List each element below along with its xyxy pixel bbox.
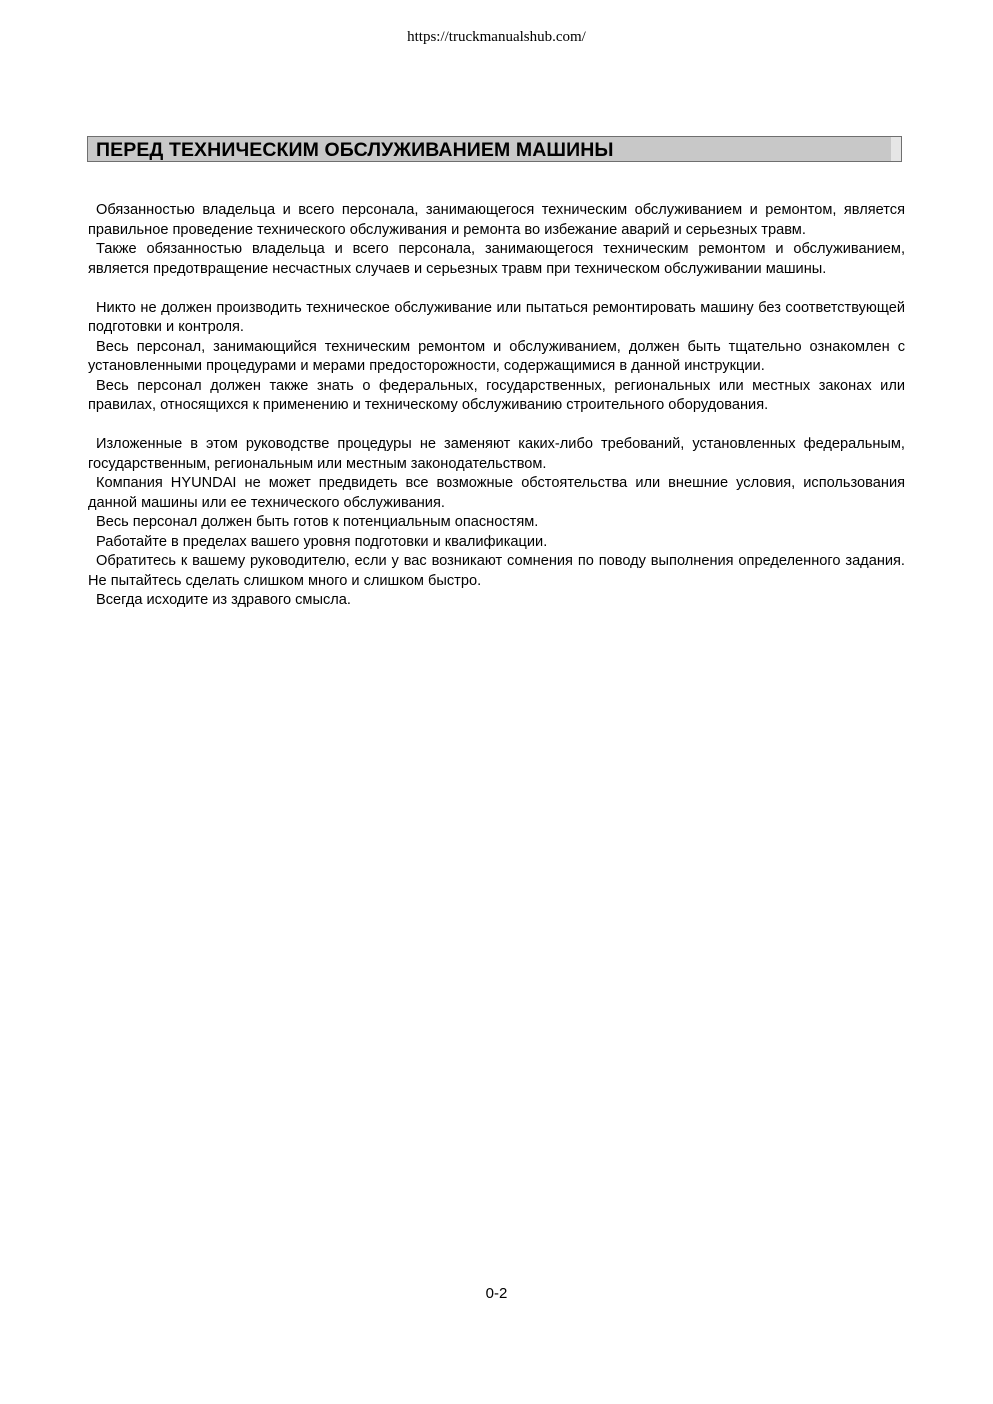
section-title: ПЕРЕД ТЕХНИЧЕСКИМ ОБСЛУЖИВАНИЕМ МАШИНЫ	[96, 139, 614, 161]
paragraph: Обязанностью владельца и всего персонала, занимающегося техническим обслуживанием и ремонтом, является правильное проведение технического обслуживания и ремонта во избежание аварий и серьезных травм.	[88, 202, 905, 238]
paragraph: Также обязанностью владельца и всего персонала, занимающегося техническим ремонтом и обслуживанием, является предотвращение несчастных случаев и серьезных травм при техническом обслуживании машины.	[88, 241, 905, 277]
source-url: https://truckmanualshub.com/	[407, 29, 586, 45]
paragraph-group-responsibility	[88, 201, 905, 279]
page-number: 0-2	[485, 1285, 508, 1302]
paragraph: Компания HYUNDAI не может предвидеть все возможные обстоятельства или внешние условия, использования данной машины или ее технического обслуживания.	[88, 475, 905, 511]
paragraph: Изложенные в этом руководстве процедуры не заменяют каких-либо требований, установленных федеральным, государственным, региональным или местным законодательством.	[88, 436, 905, 472]
paragraph: Весь персонал должен также знать о федеральных, государственных, региональных или местных законах или правилах, относящихся к применению и техническому обслуживанию строительного оборудования.	[88, 377, 905, 413]
paragraph: Всегда исходите из здравого смысла.	[96, 592, 351, 608]
paragraph-group-procedures	[88, 435, 905, 611]
document-body	[88, 201, 905, 630]
paragraph-group-training	[88, 299, 905, 416]
paragraph: Работайте в пределах вашего уровня подготовки и квалификации.	[96, 533, 548, 550]
paragraph: Обратитесь к вашему руководителю, если у вас возникают сомнения по поводу выполнения определенного задания. Не пытайтесь сделать слишком много и слишком быстро.	[88, 553, 905, 589]
paragraph: Весь персонал должен быть готов к потенциальным опасностям.	[96, 514, 539, 530]
section-heading-bar	[87, 136, 902, 162]
paragraph: Никто не должен производить техническое обслуживание или пытаться ремонтировать машину без соответствующей подготовки и контроля.	[88, 299, 905, 335]
paragraph: Весь персонал, занимающийся техническим ремонтом и обслуживанием, должен быть тщательно ознакомлен с установленными процедурами и мерами предосторожности, содержащимися в данной инструкции.	[88, 338, 905, 374]
